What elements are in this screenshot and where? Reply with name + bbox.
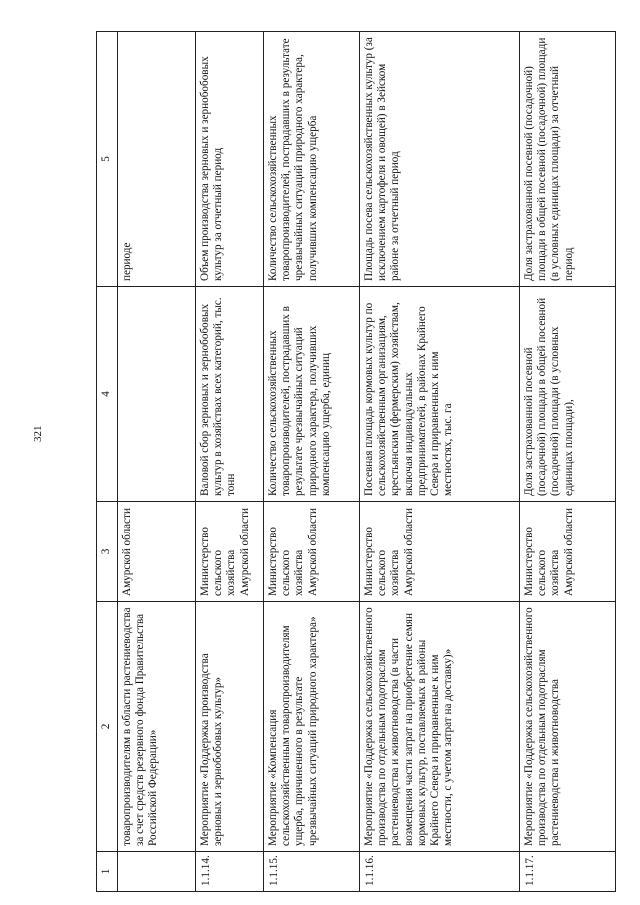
- page-number: 321: [32, 425, 44, 442]
- row-number: 1.1.14.: [196, 852, 264, 892]
- column-header-4: 4: [97, 287, 118, 502]
- event-name: Мероприятие «Поддержка производства зерновых и зернобобовых культур»: [196, 602, 264, 852]
- event-name: Мероприятие «Компенсация сельскохозяйственным товаропроизводителям ущерба, причиненного в результате чрезвычайных ситуаций природного характера»: [264, 602, 360, 852]
- executor: Министерство сельского хозяйства Амурской области: [264, 502, 360, 602]
- table-row: [118, 32, 196, 892]
- indicator: [118, 287, 196, 502]
- indicator: Количество сельскохозяйственных товаропроизводителей, пострадавших в результате чрезвычайных ситуаций природного характера, получивших компенсацию ущерба, единиц: [264, 287, 360, 502]
- column-header-5: 5: [97, 32, 118, 287]
- table-row: [360, 32, 520, 892]
- executor: Министерство сельского хозяйства Амурской области: [520, 502, 616, 602]
- executor: Министерство сельского хозяйства Амурской области: [360, 502, 520, 602]
- event-name: товаропроизводителям в области растениеводства за счет средств резервного фонда Правительства Российской Федерации»: [118, 602, 196, 852]
- event-name: Мероприятие «Поддержка сельскохозяйственного производства по отдельным подотраслям растениеводства и животноводства (в части возмещения части затрат на приобретение семян кормовых культур, поставляемых в районы Крайнего Севера и приравненные к ним местности, с учетом затрат на доставку)»: [360, 602, 520, 852]
- column-header-1: 1: [97, 852, 118, 892]
- event-name: Мероприятие «Поддержка сельскохозяйственного производства по отдельным подотраслям растениеводства и животноводства: [520, 602, 616, 852]
- table-row: [264, 32, 360, 892]
- indicator-description: Количество сельскохозяйственных товаропроизводителей, пострадавших в результате чрезвычайных ситуаций природного характера, получивших компенсацию ущерба: [264, 32, 360, 287]
- column-header-2: 2: [97, 602, 118, 852]
- table-header-row: [97, 32, 118, 892]
- rotated-table-container: [96, 32, 616, 892]
- table-row: [196, 32, 264, 892]
- table-row: [520, 32, 616, 892]
- indicator: Доля застрахованной посевной (посадочной) площади в общей посевной (посадочной) площади (в условных единицах площади),: [520, 287, 616, 502]
- program-events-table: [96, 31, 616, 892]
- executor: Министерство сельского хозяйства Амурской области: [196, 502, 264, 602]
- row-number: 1.1.15.: [264, 852, 360, 892]
- indicator-description: периоде: [118, 32, 196, 287]
- row-number: [118, 852, 196, 892]
- column-header-3: 3: [97, 502, 118, 602]
- indicator-description: Доля застрахованной посевной (посадочной) площади в общей посевной (посадочной) площади (в условных единицах площади) за отчетный период: [520, 32, 616, 287]
- row-number: 1.1.17.: [520, 852, 616, 892]
- row-number: 1.1.16.: [360, 852, 520, 892]
- indicator-description: Площадь посева сельскохозяйственных культур (за исключением картофеля и овощей) в Зейском районе за отчетный период: [360, 32, 520, 287]
- indicator: Валовой сбор зерновых и зернобобовых культур в хозяйствах всех категорий, тыс. тонн: [196, 287, 264, 502]
- executor: Амурской области: [118, 502, 196, 602]
- indicator-description: Объем производства зерновых и зернобобовых культур за отчетный период: [196, 32, 264, 287]
- indicator: Посевная площадь кормовых культур по сельскохозяйственным организациям, крестьянским (фермерским) хозяйствам, включая индивидуальных предпринимателей, в районах Крайнего Севера и приравненных к ним местностях, тыс. га: [360, 287, 520, 502]
